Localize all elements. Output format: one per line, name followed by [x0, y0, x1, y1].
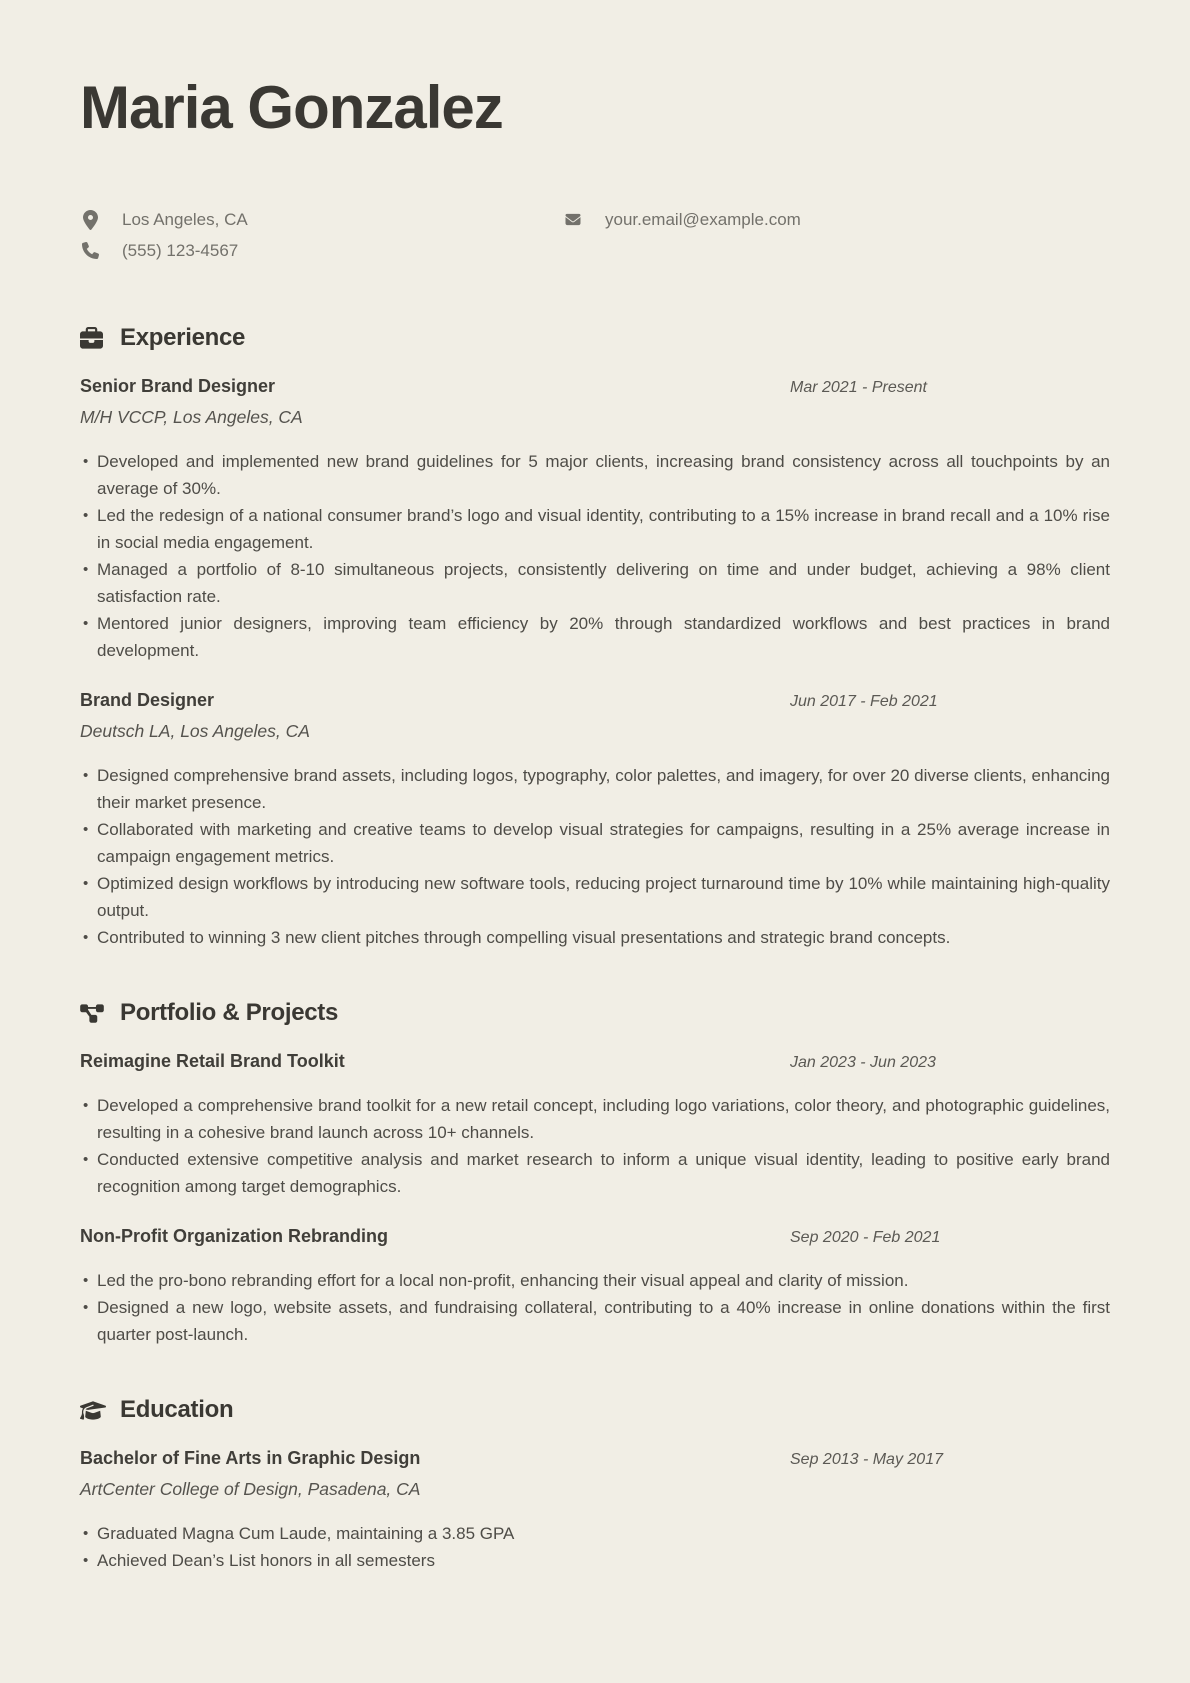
- person-name: Maria Gonzalez: [80, 74, 503, 141]
- section-title: Portfolio & Projects: [120, 999, 339, 1026]
- entry-date: Jun 2017 - Feb 2021: [790, 693, 938, 710]
- section-header: [80, 1396, 1110, 1424]
- entry-date: Jan 2023 - Jun 2023: [790, 1054, 936, 1071]
- entry-subtitle: Deutsch LA, Los Angeles, CA: [80, 721, 310, 741]
- bullet-item: • Led the redesign of a national consumer brand’s logo and visual identity, contributing to a 15% increase in brand recall and a 10% rise in social media engagement.: [80, 502, 1110, 556]
- entry-header: [80, 690, 1110, 711]
- bullet-item: • Developed a comprehensive brand toolkit for a new retail concept, including logo variations, color theory, and photographic guidelines, resulting in a cohesive brand launch across 10+ channels.: [80, 1092, 1110, 1146]
- bullet-list: [80, 1520, 1110, 1574]
- bullet-item: • Optimized design workflows by introducing new software tools, reducing project turnaround time by 10% while maintaining high-quality output.: [80, 870, 1110, 924]
- section-portfolio-projects: [80, 999, 1110, 1348]
- contact-left-column: [80, 204, 563, 266]
- bullet-item: • Achieved Dean’s List honors in all semesters: [80, 1547, 1110, 1574]
- contact-email: [563, 204, 1110, 235]
- entry-title: Bachelor of Fine Arts in Graphic Design: [80, 1448, 421, 1468]
- entry-date: Mar 2021 - Present: [790, 379, 927, 396]
- bullet-item: • Developed and implemented new brand guidelines for 5 major clients, increasing brand consistency across all touchpoints by an average of 30%.: [80, 448, 1110, 502]
- graduation-cap-icon: [80, 1400, 106, 1421]
- phone-icon: [80, 242, 100, 259]
- section-education: [80, 1396, 1110, 1574]
- section-title: Experience: [120, 324, 246, 351]
- section-header: [80, 324, 1110, 352]
- bullet-item: • Graduated Magna Cum Laude, maintaining a 3.85 GPA: [80, 1520, 1110, 1547]
- entry-date: Sep 2020 - Feb 2021: [790, 1229, 941, 1246]
- experience-entry: [80, 376, 1110, 664]
- entry-title: Non-Profit Organization Rebranding: [80, 1226, 388, 1246]
- entry-date: Sep 2013 - May 2017: [790, 1451, 943, 1468]
- bullet-item: • Designed comprehensive brand assets, including logos, typography, color palettes, and imagery, for over 20 diverse clients, enhancing their market presence.: [80, 762, 1110, 816]
- contact-location-text: Los Angeles, CA: [122, 209, 248, 229]
- location-pin-icon: [80, 210, 100, 230]
- contact-email-text: your.email@example.com: [605, 209, 801, 229]
- envelope-icon: [563, 212, 583, 227]
- section-title: Education: [120, 1396, 234, 1423]
- entry-header: [80, 1051, 1110, 1072]
- contact-right-column: [563, 204, 1110, 266]
- project-entry: [80, 1051, 1110, 1200]
- entry-subtitle: M/H VCCP, Los Angeles, CA: [80, 407, 303, 427]
- bullet-list: [80, 1092, 1110, 1200]
- project-entry: [80, 1226, 1110, 1348]
- entry-title: Reimagine Retail Brand Toolkit: [80, 1051, 345, 1071]
- bullet-item: • Collaborated with marketing and creative teams to develop visual strategies for campaigns, resulting in a 25% average increase in campaign engagement metrics.: [80, 816, 1110, 870]
- bullet-item: • Designed a new logo, website assets, and fundraising collateral, contributing to a 40% increase in online donations within the first quarter post-launch.: [80, 1294, 1110, 1348]
- bullet-item: • Mentored junior designers, improving team efficiency by 20% through standardized workflows and best practices in brand development.: [80, 610, 1110, 664]
- entry-subtitle: ArtCenter College of Design, Pasadena, CA: [80, 1479, 421, 1499]
- bullet-item: • Led the pro-bono rebranding effort for a local non-profit, enhancing their visual appeal and clarity of mission.: [80, 1267, 1110, 1294]
- bullet-list: [80, 1267, 1110, 1348]
- contact-phone-text: (555) 123-4567: [122, 240, 239, 260]
- contact-phone: [80, 235, 563, 266]
- section-experience: [80, 324, 1110, 951]
- experience-entry: [80, 690, 1110, 951]
- entry-title: Brand Designer: [80, 690, 215, 710]
- entry-title: Senior Brand Designer: [80, 376, 276, 396]
- section-header: [80, 999, 1110, 1027]
- entry-header: [80, 1226, 1110, 1247]
- briefcase-icon: [80, 327, 106, 350]
- contact-location: [80, 204, 563, 235]
- bullet-item: • Contributed to winning 3 new client pitches through compelling visual presentations and strategic brand concepts.: [80, 924, 1110, 951]
- bullet-list: [80, 448, 1110, 664]
- bullet-list: [80, 762, 1110, 951]
- diagram-project-icon: [80, 1003, 106, 1024]
- entry-header: [80, 376, 1110, 397]
- entry-header: [80, 1448, 1110, 1469]
- education-entry: [80, 1448, 1110, 1574]
- contact-info: [80, 204, 1110, 266]
- bullet-item: • Managed a portfolio of 8-10 simultaneous projects, consistently delivering on time and under budget, achieving a 98% client satisfaction rate.: [80, 556, 1110, 610]
- bullet-item: • Conducted extensive competitive analysis and market research to inform a unique visual identity, leading to positive early brand recognition among target demographics.: [80, 1146, 1110, 1200]
